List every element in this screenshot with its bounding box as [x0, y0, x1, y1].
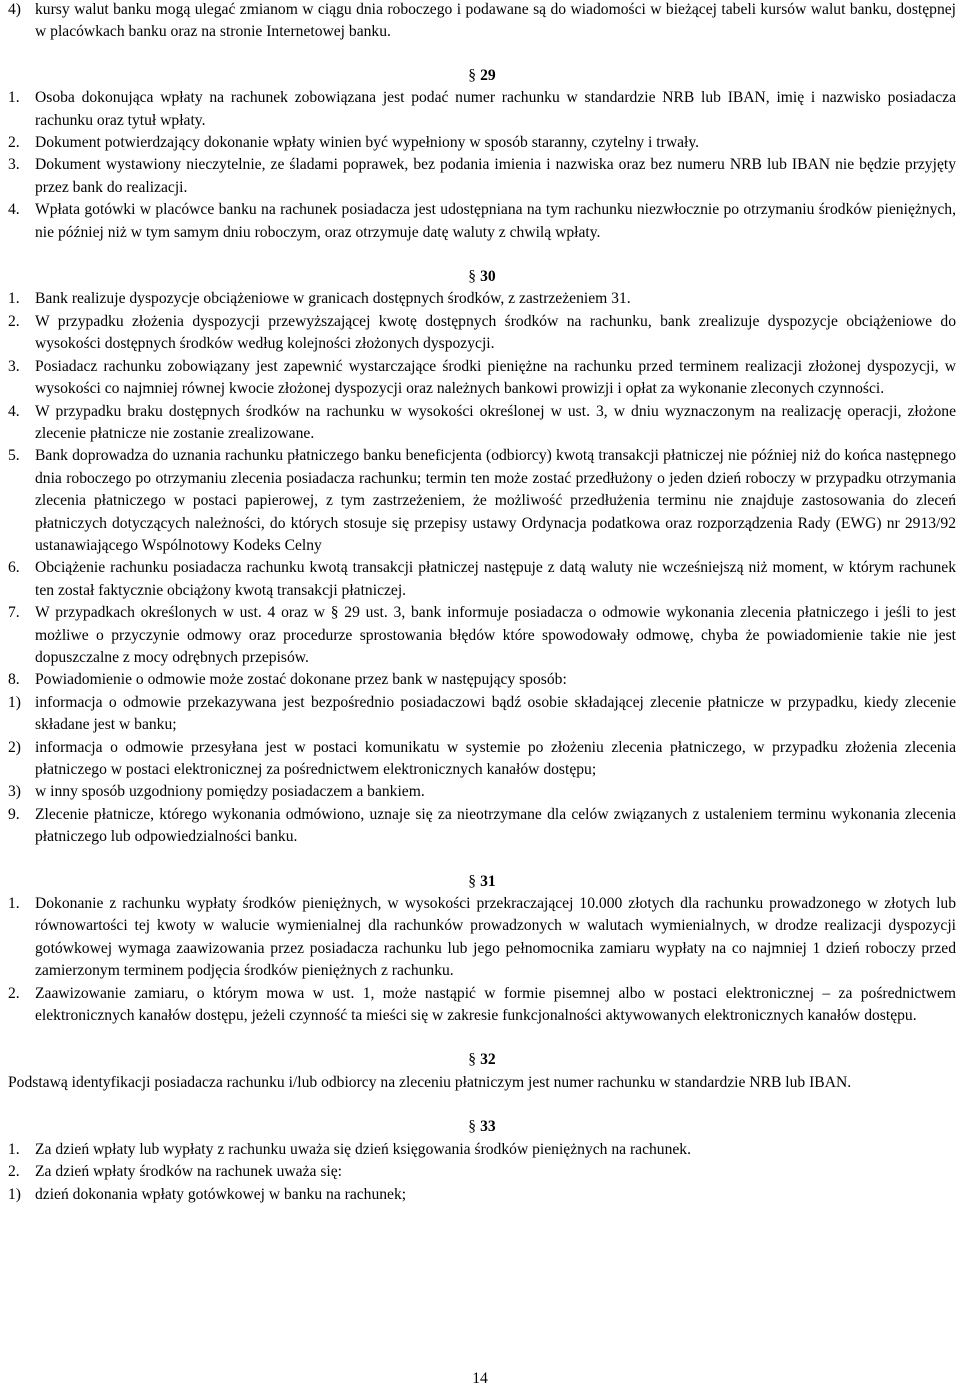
list-item — [8, 893, 956, 983]
item-text: Posiadacz rachunku zobowiązany jest zapewnić wystarczające środki pieniężne na rachunku przed terminem realizacji złożonej dyspozycji, w wysokości co najmniej równej kwocie złożonej dyspozycji oraz należnych bankowi prowizji i opłat za wykonanie zleconych czynności. — [35, 357, 956, 398]
item-number: 2. — [8, 1163, 20, 1181]
section-symbol: § — [468, 66, 477, 84]
item-text: Obciążenie rachunku posiadacza rachunku kwotą transakcji płatniczej następuje z datą waluty nie wcześniejszą niż moment, w którym rachunek ten został faktycznie obciążony kwotą transakcji płatniczej. — [35, 559, 956, 599]
item-number: 1. — [8, 895, 20, 913]
list-item — [8, 737, 956, 782]
section-symbol: § — [468, 1051, 477, 1069]
list-item — [8, 602, 956, 669]
list-item — [8, 0, 956, 44]
item-text: informacja o odmowie przekazywana jest bezpośrednio posiadaczowi bądź osobie składającej zlecenie płatnicze w przypadku, kiedy zlecenie składane jest w banku; — [35, 693, 956, 734]
item-number: 2) — [8, 738, 21, 756]
list-item — [8, 132, 956, 154]
item-number: 2. — [8, 984, 20, 1002]
item-text: Zlecenie płatnicze, którego wykonania odmówiono, uznaje się za nieotrzymane dla celów związanych z ustaleniem terminu wykonania zlecenia płatniczego lub odpowiedzialności banku. — [35, 805, 956, 846]
item-number: 3) — [8, 783, 21, 801]
section-heading — [8, 65, 956, 87]
item-text: W przypadku złożenia dyspozycji przewyższającej kwotę dostępnych środków na rachunku, bank zrealizuje dyspozycje obciążeniowe do wysokości dostępnych środków według kolejności złożonych dyspozycji. — [35, 312, 956, 353]
list-item — [8, 154, 956, 199]
list-item — [8, 669, 956, 691]
list-item — [8, 692, 956, 737]
section-heading — [8, 1116, 956, 1138]
item-text: W przypadku braku dostępnych środków na rachunku w wysokości określonej w ust. 3, w dniu wyznaczonym na realizację operacji, złożone zlecenie płatnicze nie zostanie zrealizowane. — [35, 402, 956, 442]
list-item — [8, 445, 956, 557]
section-symbol: § — [468, 1118, 477, 1136]
item-number: 8. — [8, 671, 20, 689]
section-number: 33 — [480, 1118, 496, 1136]
item-number: 2. — [8, 312, 20, 330]
item-text: W przypadkach określonych w ust. 4 oraz w § 29 ust. 3, bank informuje posiadacza o odmowie wykonania zlecenia płatniczego i jeśli to jest możliwe o przyczynie odmowy oraz procedurze sprostowania błędów które spowodowały odmowę, chyba że powiadomienie takie nie jest dopuszczalne z mocy odrębnych przepisów. — [35, 604, 956, 666]
item-number: 1. — [8, 89, 20, 107]
item-number: 3. — [8, 156, 20, 174]
item-text: w inny sposób uzgodniony pomiędzy posiadaczem a bankiem. — [35, 783, 425, 801]
item-text: Bank realizuje dyspozycje obciążeniowe w granicach dostępnych środków, z zastrzeżeniem 31. — [35, 290, 631, 308]
item-text: Osoba dokonująca wpłaty na rachunek zobowiązana jest podać numer rachunku w standardzie NRB lub IBAN, imię i nazwisko posiadacza rachunku oraz tytuł wpłaty. — [35, 89, 956, 129]
item-text: informacja o odmowie przesyłana jest w postaci komunikatu w systemie po złożeniu zlecenia płatniczego, w przypadku złożenia zlecenia płatniczego w postaci elektronicznej za pośrednictwem elektronicznych kanałów dostępu; — [35, 738, 956, 778]
item-text: Powiadomienie o odmowie może zostać dokonane przez bank w następujący sposób: — [35, 671, 567, 689]
list-item — [8, 804, 956, 849]
item-number: 4. — [8, 402, 20, 420]
list-item — [8, 1161, 956, 1183]
list-item — [8, 557, 956, 602]
item-number: 6. — [8, 559, 20, 577]
list-item — [8, 983, 956, 1028]
list-item — [8, 781, 956, 803]
item-text: Za dzień wpłaty środków na rachunek uważa się: — [35, 1163, 342, 1181]
item-text: Dokument potwierdzający dokonanie wpłaty winien być wypełniony w sposób staranny, czytelny i trwały. — [35, 134, 700, 152]
section-number: 31 — [480, 872, 496, 890]
document-body — [8, 0, 956, 1206]
item-text: Za dzień wpłaty lub wypłaty z rachunku uważa się dzień księgowania środków pieniężnych na rachunek. — [35, 1140, 692, 1158]
item-text: Dokonanie z rachunku wypłaty środków pieniężnych, w wysokości przekraczającej 10.000 złotych dla rachunku prowadzonego w złotych lub równowartości tej kwoty w walucie wymienialnej dla rachunków prowadzonych w walutach wymienialnych, w drodze realizacji dyspozycji gotówkowej wymaga zaawizowania przez posiadacza rachunku lub jego pełnomocnika zamiaru wypłaty na co najmniej 1 dzień roboczy przed zamierzonym terminem podjęcia środków pieniężnych z rachunku. — [35, 895, 956, 980]
section-number: 32 — [480, 1051, 496, 1069]
list-item — [8, 288, 956, 310]
item-number: 5. — [8, 447, 20, 465]
list-item — [8, 401, 956, 446]
item-number: 4. — [8, 201, 20, 219]
section-number: 30 — [480, 268, 496, 286]
item-number: 3. — [8, 357, 20, 375]
section-number: 29 — [480, 66, 496, 84]
item-text: Dokument wystawiony nieczytelnie, ze śladami poprawek, bez podania imienia i nazwiska oraz bez numeru NRB lub IBAN nie będzie przyjęty przez bank do realizacji. — [35, 156, 956, 196]
item-text: Wpłata gotówki w placówce banku na rachunek posiadacza jest udostępniana na tym rachunku niezwłocznie po otrzymaniu środków pieniężnych, nie później niż w tym samym dniu roboczym, oraz otrzymuje datę waluty z chwilą wpłaty. — [35, 201, 956, 241]
section-heading — [8, 266, 956, 288]
section-heading — [8, 1049, 956, 1071]
section-symbol: § — [468, 872, 477, 890]
list-item — [8, 1139, 956, 1161]
item-number: 4) — [8, 1, 21, 18]
item-number: 7. — [8, 604, 20, 622]
item-number: 9. — [8, 805, 20, 823]
list-item — [8, 311, 956, 356]
item-text: Zaawizowanie zamiaru, o którym mowa w ust. 1, może nastąpić w formie pisemnej albo w postaci elektronicznej – za pośrednictwem elektronicznych kanałów dostępu, jeżeli czynność ta mieści się w zakresie funkcjonalności aktywowanych elektronicznych kanałów dostępu. — [35, 984, 956, 1025]
list-item — [8, 356, 956, 401]
item-number: 1) — [8, 693, 21, 711]
item-text: kursy walut banku mogą ulegać zmianom w ciągu dnia roboczego i podawane są do wiadomości w bieżącej tabeli kursów walut banku, dostępnej w placówkach banku oraz na stronie Internetowej banku. — [35, 1, 956, 41]
item-number: 2. — [8, 134, 20, 152]
section-symbol: § — [468, 268, 477, 286]
item-number: 1. — [8, 1140, 20, 1158]
section-heading — [8, 871, 956, 893]
page-number: 14 — [472, 1370, 488, 1387]
item-number: 1) — [8, 1185, 21, 1203]
list-item — [8, 87, 956, 132]
list-item — [8, 1184, 956, 1206]
item-text: dzień dokonania wpłaty gotówkowej w banku na rachunek; — [35, 1185, 407, 1203]
item-text: Bank doprowadza do uznania rachunku płatniczego banku beneficjenta (odbiorcy) kwotą transakcji płatniczej nie później niż do końca następnego dnia roboczego po otrzymaniu zlecenia posiadacza rachunku; termin ten może zostać przedłużony o jeden dzień roboczy w przypadku otrzymania zlecenia płatniczego w postaci papierowej, z tym zastrzeżeniem, że możliwość przedłużenia terminu nie znajduje zastosowania do zleceń płatniczych dotyczących należności, do których stosuje się przepisy ustawy Ordynacja podatkowa oraz rozporządzenia Rady (EWG) nr 2913/92 ustanawiającego Wspólnotowy Kodeks Celny — [35, 447, 956, 554]
list-item — [8, 199, 956, 244]
item-number: 1. — [8, 290, 20, 308]
paragraph: Podstawą identyfikacji posiadacza rachunku i/lub odbiorcy na zleceniu płatniczym jest numer rachunku w standardzie NRB lub IBAN. — [8, 1073, 852, 1091]
